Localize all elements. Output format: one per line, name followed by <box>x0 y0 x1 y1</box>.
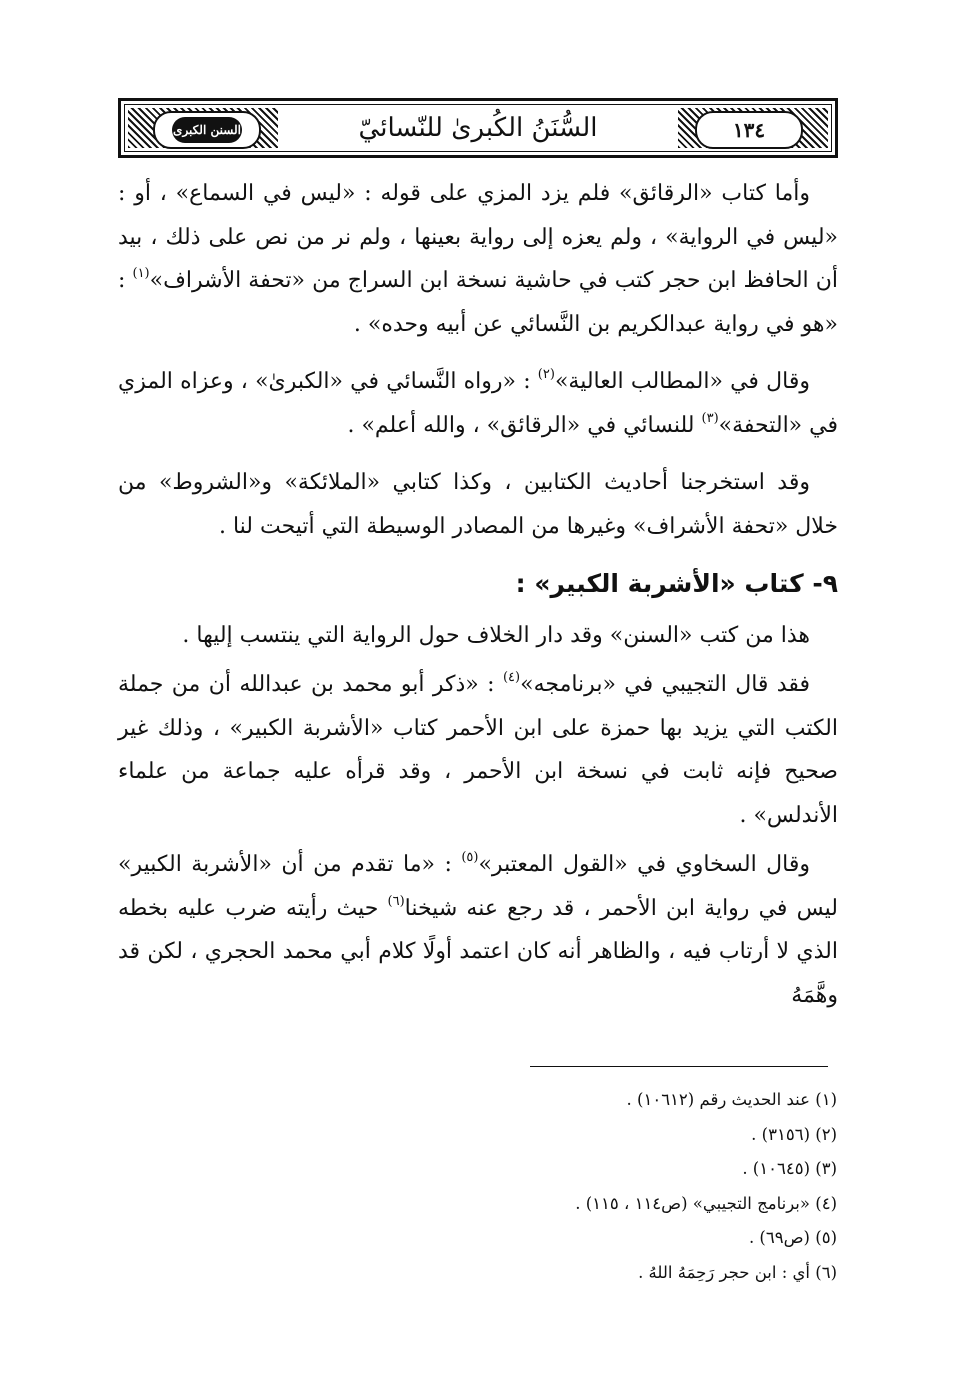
book-seal-icon <box>153 111 261 149</box>
page-header <box>118 98 838 158</box>
footnote-1: (١) عند الحديث رقم (١٠٦١٢) . <box>626 1090 837 1109</box>
paragraph-5 <box>118 663 838 837</box>
paragraph-6 <box>118 843 838 1017</box>
paragraph-6-text-a: وقال السخاوي في «القول المعتبر» <box>478 852 810 877</box>
page-number: ١٣٤ <box>695 111 803 149</box>
section-heading: ٩- كتاب «الأشربة الكبير» : <box>515 569 838 598</box>
paragraph-5-text-b: : «ذكر أبو محمد بن عبدالله أن من جملة الكتب التي يزيد بها حمزة على ابن الأحمر كتاب «الأشربة الكبير» ، وذلك غير صحيح فإنه ثابت في نسخة ابن الأحمر ، وقد قرأه عليه جماعة من علماء الأندلس» . <box>118 672 838 828</box>
footnote-ref-2: (٢) <box>537 367 555 382</box>
footnotes <box>417 1083 837 1290</box>
footnote-3: (٣) (١٠٦٤٥) . <box>742 1159 837 1178</box>
paragraph-2-text-c: للنسائي في «الرقائق» ، والله أعلم» . <box>347 412 702 438</box>
footnote-ref-5: (٥) <box>461 850 479 865</box>
footnote-2: (٢) (٣١٥٦) . <box>751 1124 837 1144</box>
paragraph-5-text-a: فقد قال التجيبي في «برنامجه» <box>520 672 810 697</box>
footnote-5: (٥) (ص٦٩) . <box>748 1228 837 1247</box>
main-text <box>118 172 838 1023</box>
footnote-4: (٤) «برنامج التجيبي» (ص١١٤ ، ١١٥) . <box>575 1193 837 1213</box>
paragraph-1-text-b: : «هو في رواية عبدالكريم بن النَّسائي عن أبيه وحده» . <box>118 268 838 337</box>
running-title: السُّنَنُ الكُبرىٰ للنّسائيّ <box>358 113 598 143</box>
footnote-ref-4: (٤) <box>502 670 521 685</box>
paragraph-1-text-a: وأما كتاب «الرقائق» فلم يزد المزي على قوله : «ليس في السماع» ، أو : «ليس في الرواية» ، ولم يعزه إلى رواية بعينها ، ولم نر من نص على ذلك ، بيد أن الحافظ ابن حجر كتب في حاشية نسخة ابن السراج من «تحفة الأشراف» <box>118 181 838 293</box>
paragraph-2-text-a: وقال في «المطالب العالية» <box>554 369 810 394</box>
paragraph-1 <box>118 172 838 346</box>
paragraph-6-text-b: : «ما تقدم من أن «الأشربة الكبير» ليس في رواية ابن الأحمر ، قد رجع عنه شيخنا <box>118 852 838 921</box>
footnote-ref-3: (٣) <box>701 410 719 426</box>
paragraph-2 <box>118 360 838 447</box>
paragraph-6-text-c: حيث رأيته ضرب عليه بخطه الذي لا أرتاب فيه ، والظاهر أنه كان اعتمد أولًا كلام أبي محمد الحجري ، لكن قد وهَّمَهُ <box>118 895 838 1008</box>
paragraph-3: وقد استخرجنا أحاديث الكتابين ، وكذا كتابي «الملائكة» و«الشروط» من خلال «تحفة الأشراف» وغيرها من المصادر الوسيطة التي أتيحت لنا . <box>118 470 838 539</box>
footnote-ref-6: (٦) <box>387 893 405 909</box>
paragraph-4: هذا من كتب «السنن» وقد دار الخلاف حول الرواية التي ينتسب إليها . <box>182 622 810 648</box>
footnote-ref-1: (١) <box>132 266 150 281</box>
footnote-6: (٦) أي : ابن حجر رَحِمَهُ اللهُ . <box>638 1262 837 1282</box>
paragraph-2-text-b: : «رواه النَّسائي في «الكبرىٰ» ، وعزاه المزي في «التحفة» <box>118 369 838 438</box>
book-seal-text: السنن الكبرى <box>173 123 241 137</box>
footnote-divider <box>530 1066 828 1067</box>
